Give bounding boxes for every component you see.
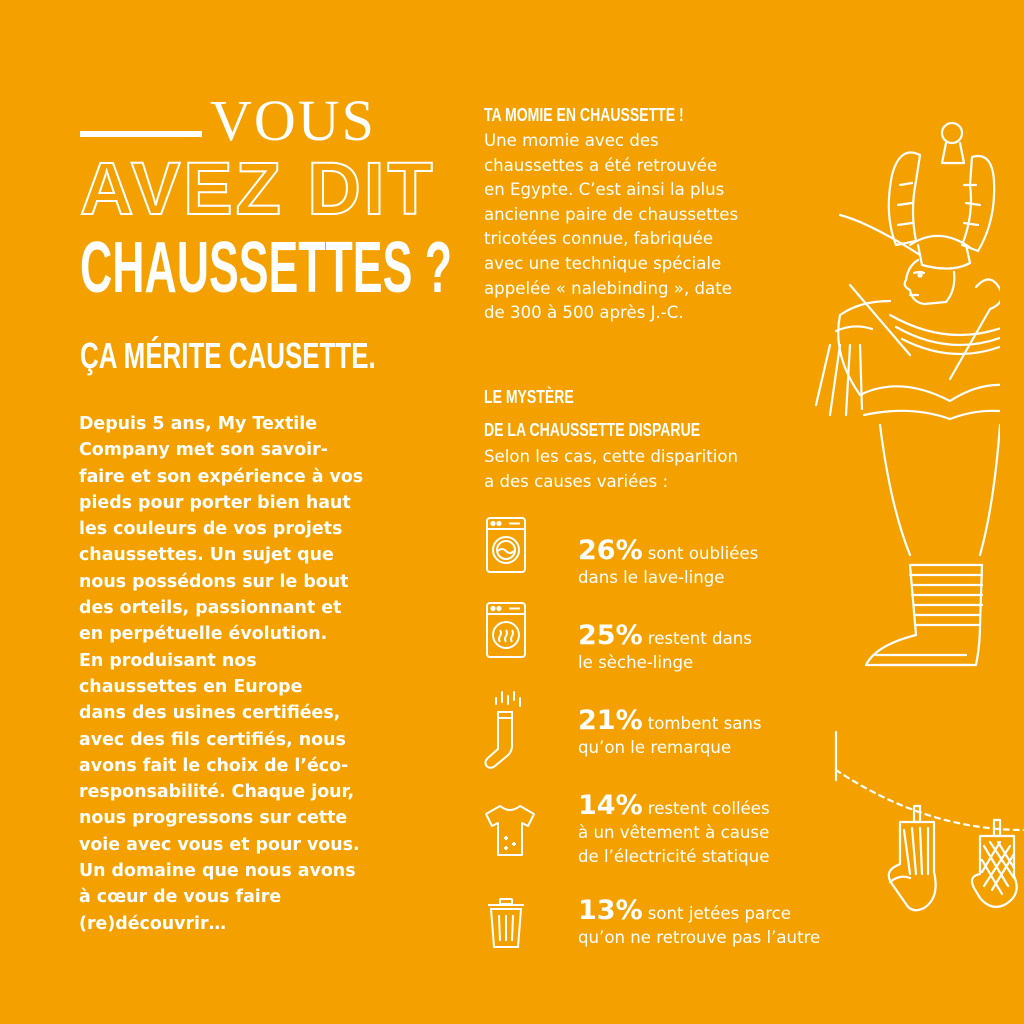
stat-item	[578, 622, 752, 675]
stat-desc-line2: qu’on le remarque	[578, 738, 732, 757]
intro-line: chaussettes. Un sujet que	[79, 545, 334, 566]
mummy-line: de 300 à 500 après J.-C.	[484, 303, 684, 323]
stat-desc-line2: dans le lave-linge	[578, 568, 725, 587]
title-line-causette: ÇA MÉRITE CAUSETTE.	[80, 335, 376, 376]
title-rule-line	[80, 131, 202, 137]
intro-line: nous possédons sur le bout	[79, 571, 349, 592]
intro-line: voie avec vous et pour vous.	[79, 834, 360, 855]
stat-percent: 13%	[578, 895, 643, 926]
intro-line: des orteils, passionnant et	[79, 598, 342, 619]
mummy-line: appelée « nalebinding », date	[484, 278, 732, 298]
intro-line: en perpétuelle évolution.	[79, 624, 328, 645]
stat-percent: 26%	[578, 535, 643, 566]
intro-line: responsabilité. Chaque jour,	[79, 782, 355, 803]
dryer-icon	[482, 600, 530, 660]
clothesline-socks-illustration	[830, 730, 1024, 930]
trash-can-icon	[482, 895, 530, 955]
stat-item	[578, 537, 758, 590]
intro-line: nous progressons sur cette	[79, 808, 348, 829]
falling-sock-icon	[482, 690, 530, 774]
mummy-heading: TA MOMIE EN CHAUSSETTE !	[484, 105, 684, 125]
mummy-line: en Egypte. C’est ainsi la plus	[484, 180, 725, 200]
mummy-line: Une momie avec des	[484, 131, 659, 150]
intro-line: Company met son savoir-	[79, 440, 328, 461]
stat-desc: restent collées	[647, 799, 770, 818]
mystery-intro-line: a des causes variées :	[484, 471, 669, 491]
stat-item	[578, 707, 762, 760]
intro-line: dans des usines certifiées,	[79, 703, 341, 724]
tshirt-static-icon	[482, 800, 538, 860]
stat-percent: 14%	[578, 790, 643, 821]
title-line-chaussettes: CHAUSSETTES ?	[80, 228, 453, 308]
washing-machine-icon	[482, 515, 530, 575]
intro-line: faire et son expérience à vos	[79, 466, 364, 487]
mummy-line: chaussettes a été retrouvée	[484, 155, 718, 175]
intro-line: Un domaine que nous avons	[79, 861, 356, 882]
stat-percent: 21%	[578, 705, 643, 736]
stat-item	[578, 897, 820, 950]
intro-line: les couleurs de vos projets	[79, 519, 343, 540]
title-line-vous: VOUS	[210, 88, 376, 153]
intro-line: avons fait le choix de l’éco-	[79, 755, 349, 776]
stat-desc: sont oubliées	[647, 544, 759, 563]
stat-desc: sont jetées parce	[647, 904, 791, 923]
mummy-line: avec une technique spéciale	[484, 253, 722, 273]
intro-line: avec des fils certifiés, nous	[79, 729, 346, 750]
intro-line: Depuis 5 ans, My Textile	[79, 414, 317, 434]
mummy-line: tricotées connue, fabriquée	[484, 229, 714, 249]
title-line-avez-dit: AVEZ DIT	[80, 147, 436, 230]
stat-desc: tombent sans	[647, 714, 762, 733]
mystery-intro	[484, 445, 804, 494]
stat-item	[578, 792, 770, 869]
mystery-heading-line2: DE LA CHAUSSETTE DISPARUE	[484, 420, 701, 440]
stat-percent: 25%	[578, 620, 643, 651]
intro-line: En produisant nos	[79, 650, 257, 671]
stat-desc-line2: qu’on ne retrouve pas l’autre	[578, 928, 821, 947]
mystery-heading-line1: LE MYSTÈRE	[484, 387, 574, 407]
stat-desc-line2: le sèche-linge	[578, 653, 694, 672]
stat-desc-line2: à un vêtement à cause	[578, 823, 770, 842]
mummy-paragraph	[484, 129, 814, 326]
stat-desc-line3: de l’électricité statique	[578, 847, 770, 866]
mummy-line: ancienne paire de chaussettes	[484, 204, 739, 224]
egyptian-mummy-illustration	[800, 95, 1000, 695]
intro-line: pieds pour porter bien haut	[79, 492, 351, 513]
intro-line: chaussettes en Europe	[79, 676, 303, 697]
intro-line: à cœur de vous faire	[79, 887, 282, 908]
intro-line: (re)découvrir…	[79, 913, 226, 934]
intro-paragraph	[79, 411, 419, 937]
stat-desc: restent dans	[647, 629, 752, 648]
mystery-intro-line: Selon les cas, cette disparition	[484, 447, 739, 466]
